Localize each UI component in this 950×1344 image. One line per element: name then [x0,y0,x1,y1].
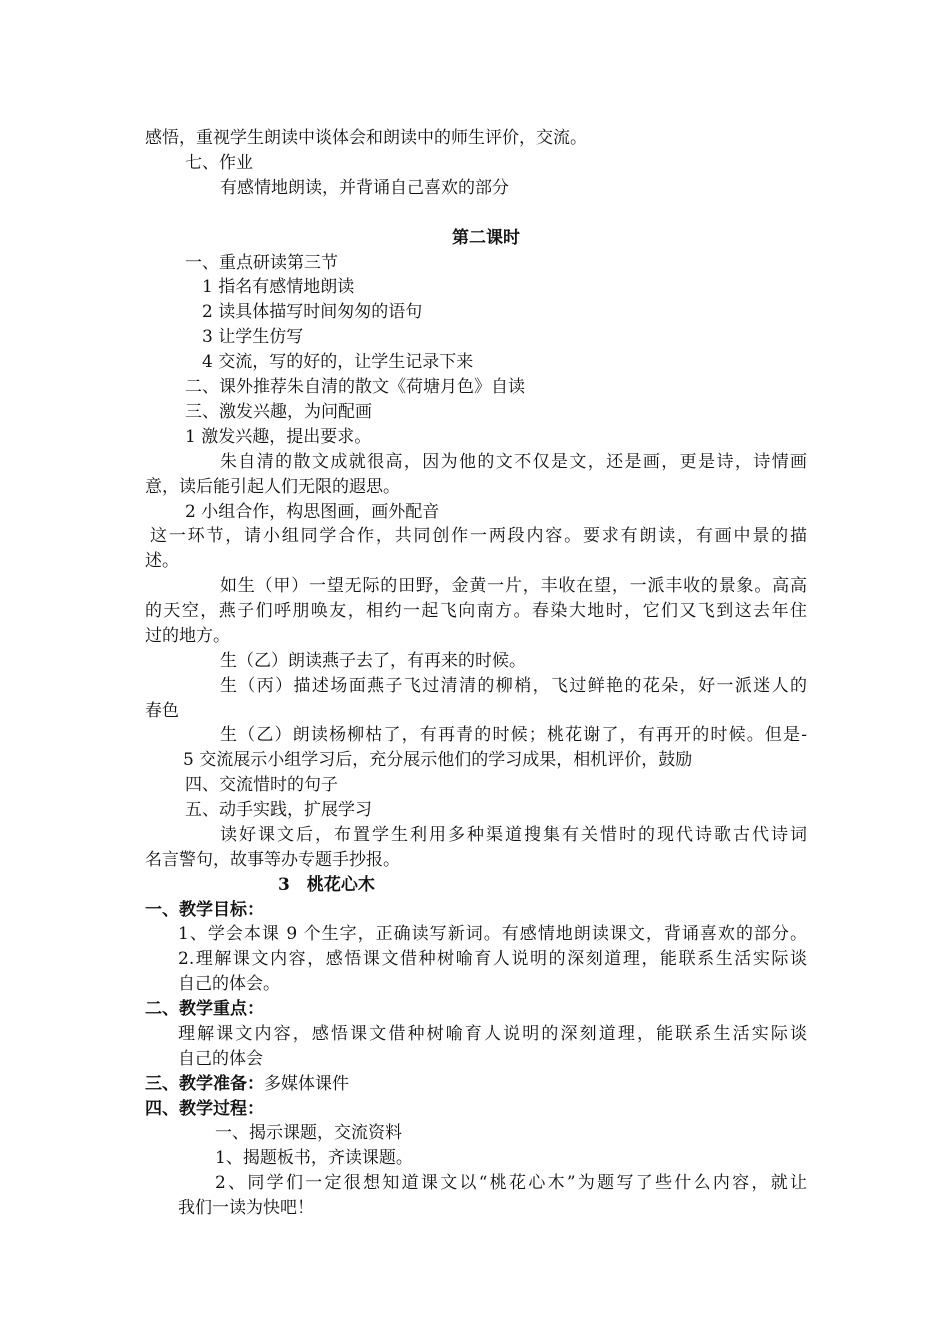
section-heading: 三、激发兴趣，为问配画 [185,402,372,422]
list-item: 1 指名有感情地朗读 [202,277,355,297]
section-heading: 二、教学重点： [145,999,264,1019]
section-heading: 一、教学目标： [145,900,264,920]
body-text-line: 朱自清的散文成就很高，因为他的文不仅是文，还是画，更是诗，诗情画 [220,452,807,472]
section-heading: 一、重点研读第三节 [185,253,338,273]
body-text-line: 的天空，燕子们呼朋唤友，相约一起飞向南方。春染大地时，它们又飞到这去年住 [145,601,807,621]
list-item: 2.理解课文内容，感悟课文借种树喻育人说明的深刻道理，能联系生活实际谈 [178,949,807,969]
body-text-line: 生（乙）朗读杨柳枯了，有再青的时候；桃花谢了，有再开的时候。但是- [220,725,807,745]
list-item: 4 交流，写的好的，让学生记录下来 [202,352,474,372]
lesson-title: 第二课时 [452,228,520,248]
body-text-line: 我们一读为快吧！ [178,1198,314,1218]
body-text-line: 述。 [145,551,179,571]
body-text-line: 自己的体会 [178,1049,263,1069]
body-text-line: 如生（甲）一望无际的田野，金黄一片，丰收在望，一派丰收的景象。高高 [220,576,807,596]
body-text-line: 读好课文后，布置学生利用多种渠道搜集有关惜时的现代诗歌古代诗词 [220,825,807,845]
list-item: 3 让学生仿写 [202,327,304,347]
body-text-line: 这一环节，请小组同学合作，共同创作一两段内容。要求有朗读，有画中景的描 [150,526,807,546]
list-item: 1、学会本课 9 个生字，正确读写新词。有感情地朗读课文，背诵喜欢的部分。 [178,924,807,944]
section-heading: 一、揭示课题，交流资料 [215,1123,402,1143]
list-item: 1、揭题板书，齐读课题。 [215,1148,413,1168]
body-text-line: 生（丙）描述场面燕子飞过清清的柳梢，飞过鲜艳的花朵，好一派迷人的 [220,676,807,696]
list-item: 1 激发兴趣，提出要求。 [185,427,372,447]
body-text-line: 过的地方。 [145,626,230,646]
body-text-line: 名言警句，故事等办专题手抄报。 [145,850,400,870]
section-heading: 四、交流惜时的句子 [185,775,338,795]
body-text-line: 生（乙）朗读燕子去了，有再来的时候。 [220,651,526,671]
section-heading: 五、动手实践，扩展学习 [185,800,372,820]
section-value: 多媒体课件 [264,1074,349,1094]
body-text-line: 理解课文内容，感悟课文借种树喻育人说明的深刻道理，能联系生活实际谈 [178,1024,807,1044]
section-heading: 二、课外推荐朱自清的散文《荷塘月色》自读 [185,377,525,397]
list-item: 2 小组合作，构思图画，画外配音 [185,502,440,522]
body-text-line: 有感情地朗读，并背诵自己喜欢的部分 [220,178,509,198]
body-text-line: 意，读后能引起人们无限的遐思。 [145,477,400,497]
section-heading: 四、教学过程： [145,1099,264,1119]
list-item: 2、同学们一定很想知道课文以“桃花心木”为题写了些什么内容，就让 [215,1173,807,1193]
body-text-line: 感悟，重视学生朗读中谈体会和朗读中的师生评价，交流。 [145,128,587,148]
body-text-line: 春色 [145,701,179,721]
body-text-line: 自己的体会。 [178,974,280,994]
section-heading: 七、作业 [185,153,253,173]
section-heading-row [145,1072,349,1096]
section-heading: 三、教学准备： [145,1074,264,1094]
lesson-title: 3 桃花心木 [278,875,375,895]
list-item: 5 交流展示小组学习后，充分展示他们的学习成果，相机评价，鼓励 [183,750,693,770]
list-item: 2 读具体描写时间匆匆的语句 [202,302,423,322]
